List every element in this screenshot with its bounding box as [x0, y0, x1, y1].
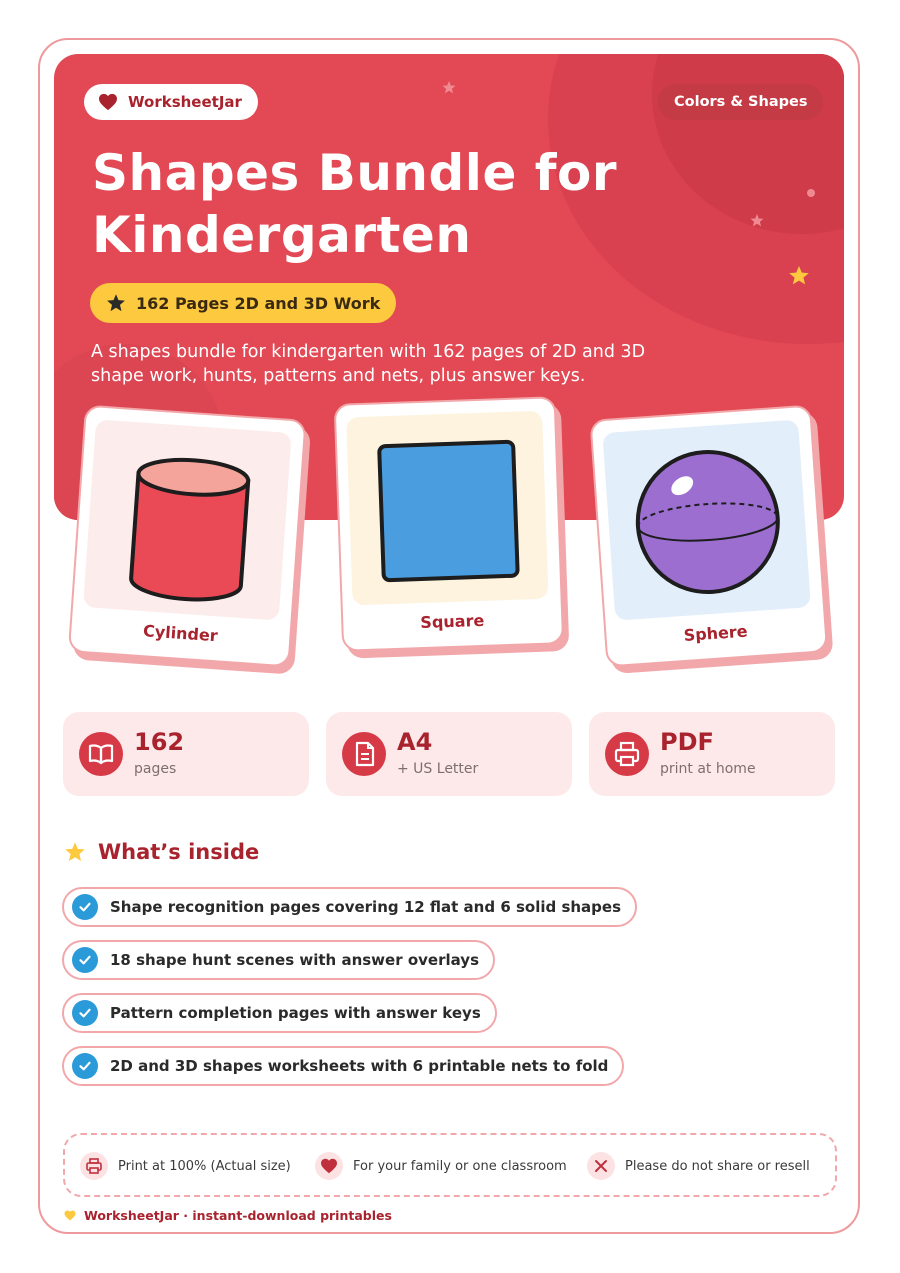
stat-format — [326, 712, 572, 796]
note-license — [315, 1152, 567, 1180]
sphere-icon — [589, 405, 825, 630]
note-text: Please do not share or resell — [625, 1158, 810, 1174]
star-icon — [106, 293, 126, 313]
heart-icon — [64, 1210, 76, 1221]
list-item — [62, 940, 495, 980]
stat-label: print at home — [660, 761, 756, 777]
stat-label: + US Letter — [397, 761, 479, 777]
x-icon — [587, 1152, 615, 1180]
shape-card-square — [334, 396, 565, 658]
shape-card-cylinder — [67, 405, 306, 674]
printer-icon — [80, 1152, 108, 1180]
decor-dot — [807, 189, 815, 197]
stat-file-type — [589, 712, 835, 796]
book-icon — [79, 732, 123, 776]
heart-icon — [98, 93, 118, 111]
card-label: Sphere — [683, 621, 749, 645]
cylinder-icon — [70, 405, 306, 630]
stat-value: 162 — [134, 728, 185, 756]
note-text: For your family or one classroom — [353, 1158, 567, 1174]
section-heading — [64, 840, 259, 864]
note-no-share — [587, 1152, 810, 1180]
brand-name: WorksheetJar — [128, 93, 242, 111]
stat-value: PDF — [660, 728, 714, 756]
printer-icon — [605, 732, 649, 776]
card-label: Cylinder — [142, 621, 219, 646]
list-item-text: 2D and 3D shapes worksheets with 6 printable nets to fold — [110, 1057, 609, 1075]
list-item-text: Pattern completion pages with answer keys — [110, 1004, 481, 1022]
page-title: Shapes Bundle for Kindergarten — [92, 144, 618, 264]
document-icon — [342, 732, 386, 776]
check-icon — [72, 894, 98, 920]
list-item — [62, 887, 637, 927]
square-icon — [334, 396, 563, 614]
list-item — [62, 1046, 624, 1086]
shape-card-sphere — [589, 405, 828, 674]
description: A shapes bundle for kindergarten with 162 pages of 2D and 3D shape work, hunts, patterns and nets, plus answer keys. — [91, 342, 646, 386]
highlight-pill — [90, 283, 396, 323]
star-icon — [443, 81, 456, 93]
check-icon — [72, 1000, 98, 1026]
footer — [64, 1208, 392, 1223]
brand-badge — [84, 84, 258, 120]
star-icon — [789, 266, 809, 284]
note-print — [80, 1152, 291, 1180]
check-icon — [72, 1053, 98, 1079]
card-label: Square — [420, 610, 485, 633]
stat-label: pages — [134, 761, 177, 777]
list-item-text: Shape recognition pages covering 12 flat and 6 solid shapes — [110, 898, 622, 916]
star-icon — [64, 841, 86, 863]
footer-text: WorksheetJar · instant-download printables — [84, 1208, 392, 1223]
star-icon — [751, 214, 764, 226]
stat-pages — [63, 712, 309, 796]
section-title: What’s inside — [98, 840, 260, 864]
stat-icon-bg — [605, 732, 649, 776]
highlight-text: 162 Pages 2D and 3D Work — [136, 293, 381, 313]
stat-icon-bg — [79, 732, 123, 776]
note-text: Print at 100% (Actual size) — [118, 1158, 291, 1174]
stat-icon-bg — [342, 732, 386, 776]
stat-value: A4 — [397, 728, 433, 756]
category-tag: Colors & Shapes — [658, 84, 823, 120]
list-item-text: 18 shape hunt scenes with answer overlays — [110, 951, 479, 969]
list-item — [62, 993, 497, 1033]
heart-icon — [315, 1152, 343, 1180]
usage-notes — [63, 1133, 837, 1197]
check-icon — [72, 947, 98, 973]
